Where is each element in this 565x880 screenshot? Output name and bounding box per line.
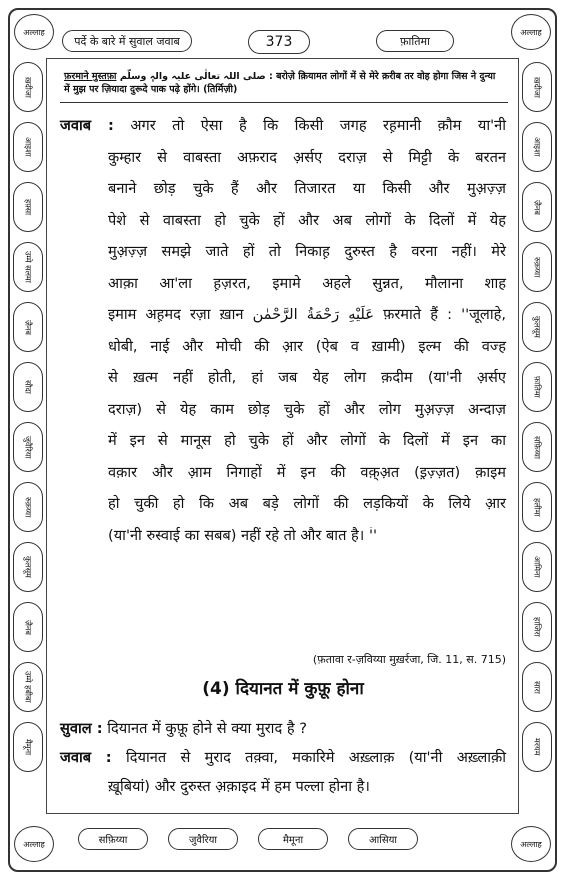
citation: (फ़तावा र-ज़विय्या मुख़र्रजा, जि. 11, स. 715) (312, 653, 506, 666)
answer-line: कुम्हार से वाबस्ता अफ़राद अ़र्सए दराज़ से मिट्टी के बरतन (108, 148, 506, 166)
corner-ornament-top-right (511, 14, 551, 50)
side-ornament-left: मैमूना (13, 722, 43, 772)
answer-line: आक़ा आ'ला ह़ज़रत, इमामे अहले सुन्नत, मौलाना शाह (108, 274, 506, 292)
footer-tab: जुवैरिया (168, 828, 238, 850)
page-number (248, 30, 310, 54)
answer-line: हो चुकी हो कि अब बड़े लोगों की लड़कियों के लिये आ़र (108, 495, 506, 512)
side-ornament-left: ज़ैनब (13, 602, 43, 652)
side-ornament-left: रुक़य्या (13, 482, 43, 532)
corner-text: अल्लाह (23, 839, 45, 849)
corner-text: अल्लाह (520, 27, 542, 37)
header-name-text: फ़ातिमा (400, 34, 430, 48)
footer-tab: सफ़िय्या (78, 828, 148, 850)
answer-line: धोबी, नाई और मोची की आ़र (ऐब व ख़ामी) इल्म की वज्ह (108, 337, 506, 355)
side-ornament-left: कुलसूम (13, 542, 43, 592)
side-ornament-right: मरयम (522, 722, 552, 772)
side-ornament-left: ख़दीजा (13, 62, 43, 112)
hadith-heading: फ़रमाने मुस्तफ़ा (64, 71, 117, 82)
answer-line: जवाब : दियानत से मुराद तक़्वा, मकारिमे अख़्लाक़ (या'नी अख़्लाक़ी (60, 749, 506, 766)
answer-line: जवाब : अगर तो ऐसा है कि किसी जगह रह़मानी क़ौम या'नी (60, 117, 506, 134)
side-ornament-right: आमिना (522, 542, 552, 592)
corner-ornament-bottom-left (14, 826, 54, 862)
answer-line: वक़ार और आ़म निगाहों में इन की वक़्अ़त (इ़ज़्ज़त) क़ाइम (108, 463, 506, 481)
corner-text: अल्लाह (520, 839, 542, 849)
side-ornament-right: फ़ातिमा (522, 362, 552, 412)
side-ornament-left: सौदा (13, 362, 43, 412)
answer-line: ख़ूबियां) और दुरुस्त अ़क़ाइद में हम पल्ला होना है। (108, 778, 370, 795)
running-header (62, 30, 192, 52)
side-ornament-right: रुक़य्या (522, 242, 552, 292)
answer-line: बनाने छोड़ चुके हैं और तिजारत या किसी और मुअ़ज़्ज़ (108, 180, 506, 197)
hadith-salutation: صلی اللہ تعالٰی علیہ والہٖ وسلّم (119, 71, 266, 82)
side-ornament-right: हलीमा (522, 482, 552, 532)
question-answer-block (60, 714, 506, 801)
hadith-text: : बरोज़े क़ियामत लोगों में से मेरे क़रीब तर वोह होगा जिस ने दुन्या में मुझ पर ज़ियादा दुरूदे पाक पढ़े होंगे। (तिर्मिज़ी) (64, 71, 496, 95)
answer-line: पेशे से वाबस्ता हो चुके हों और अब लोगों के दिलों में येह (108, 211, 506, 229)
side-ornament-left: जुवैरिया (13, 422, 43, 472)
corner-ornament-bottom-right (511, 826, 551, 862)
side-ornament-right: ज़ैनब (522, 182, 552, 232)
side-ornament-right: आइशा (522, 122, 552, 172)
answer-block (60, 110, 506, 551)
side-ornament-left: ज़ैनब (13, 302, 43, 352)
footer-tab: आसिया (348, 828, 418, 850)
hadith-banner (64, 70, 504, 96)
side-ornament-right: कुलसूम (522, 302, 552, 352)
side-ornament-left: उम्मे हबीबा (13, 662, 43, 712)
answer-line: मुअ़ज़्ज़ समझे जाते हों तो निकाह़ दुरुस्त है वरना नहीं। मेरे (108, 243, 506, 260)
section-heading: (4) दियानत में कुफ़ू होना (202, 679, 364, 699)
answer-line: दराज़) से येह काम छोड़ चुके हों और लोग मुअ़ज़्ज़ अन्दाज़ (108, 400, 506, 418)
answer-line: से ख़त्म नहीं होती, हां जब येह लोग क़दीम (या'नी अ़र्सए (108, 369, 506, 386)
answer-label: जवाब : (60, 749, 112, 766)
question-label: सुवाल : (60, 720, 103, 737)
question-text: दियानत में कुफ़ू होने से क्या मुराद है ? (107, 720, 307, 737)
running-header-text: पर्दे के बारे में सुवाल जवाब (74, 34, 180, 48)
side-ornament-right: सारा (522, 662, 552, 712)
side-ornament-left: हफ़्सा (13, 182, 43, 232)
side-ornament-left: उम्मे सलमा (13, 242, 43, 292)
answer-label: जवाब : (60, 117, 114, 134)
side-ornament-right: ख़दीजा (522, 62, 552, 112)
header-name-tab (376, 30, 454, 52)
footer-tab: मैमूना (258, 828, 328, 850)
corner-ornament-top-left (14, 14, 54, 50)
answer-line: (या'नी रुस्वाई का सबब) नहीं रहे तो और बात है। ۤ'' (108, 526, 377, 544)
page-number-text: 373 (265, 34, 293, 50)
corner-text: अल्लाह (23, 27, 45, 37)
side-ornament-right: सफ़िय्या (522, 422, 552, 472)
answer-line: में इन से मानूस हो चुके हों और लोगों के दिलों में इन का (108, 432, 506, 449)
side-ornament-left: आइशा (13, 122, 43, 172)
side-ornament-right: हाजिरा (522, 602, 552, 652)
hadith-divider (60, 102, 508, 103)
answer-line: इमाम अह़मद रज़ा ख़ान عَلَيْهِ رَحْمَةُ الرَّحْمٰن फ़रमाते हैं : ''जूलाहे, (108, 306, 506, 323)
question-line (60, 714, 506, 743)
